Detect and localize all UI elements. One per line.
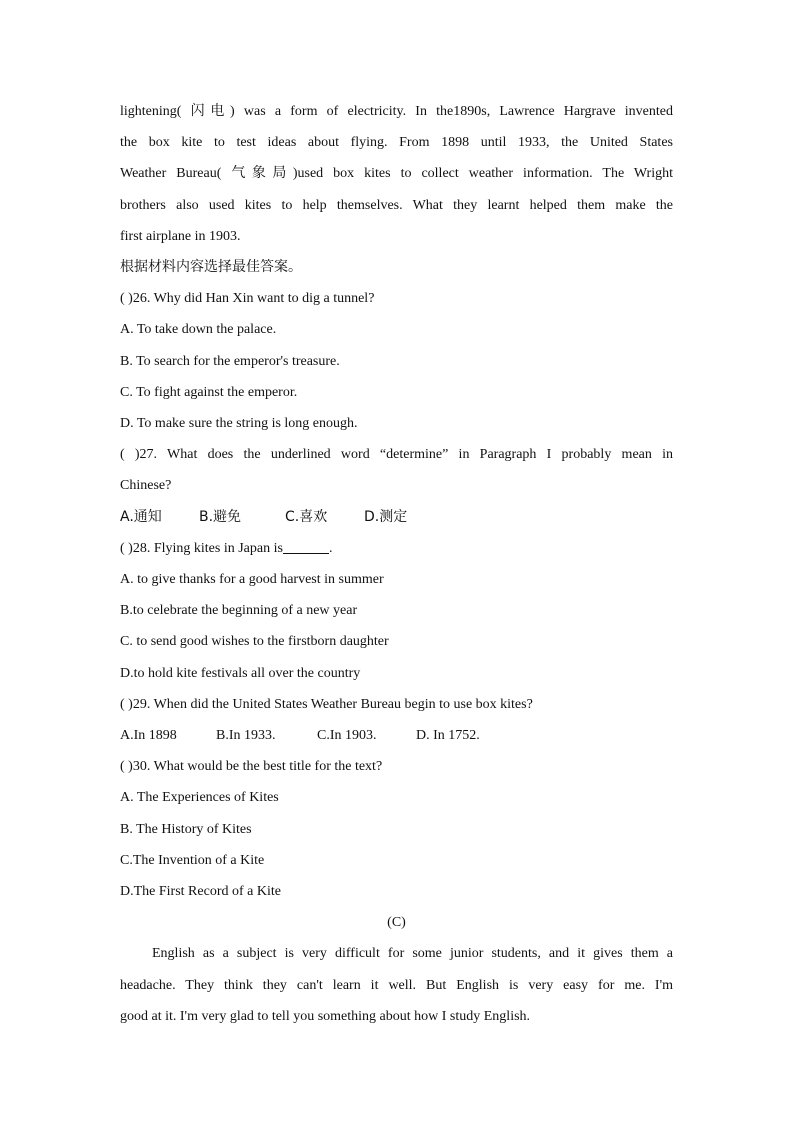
question-27-option-b: B.避免 [199,508,242,525]
passage-line-1: lightening( 闪电) was a form of electricity. In the1890s, Lawrence Hargrave invented [120,104,673,119]
section-c-line-3: good at it. I'm very glad to tell you something about how I study English. [120,1008,531,1024]
section-heading: (C) [387,915,406,931]
question-27-stem-line-1: ( )27. What does the underlined word “determine” in Paragraph I probably mean in [120,447,673,463]
question-28-stem-text: ( )28. Flying kites in Japan is [120,540,283,556]
question-28-stem [120,533,673,564]
question-30-stem: ( )30. What would be the best title for the text? [120,759,383,775]
passage-line-4: brothers also used kites to help themselves. What they learnt helped them make the [120,197,673,213]
question-27-options [120,502,673,533]
document-page [120,96,673,1032]
question-29-option-c: C.In 1903. [317,728,377,744]
section-c-line-1: English as a subject is very difficult for some junior students, and it gives them a [152,946,673,962]
question-27-option-a: A.通知 [120,508,162,525]
section-c-line-2: headache. They think they can't learn it well. But English is very easy for me. I'm [120,977,673,993]
question-26-option-d: D. To make sure the string is long enough. [120,416,358,432]
question-26-stem: ( )26. Why did Han Xin want to dig a tunnel? [120,291,375,307]
question-27-option-d: D.测定 [364,508,408,525]
question-30-option-b: B. The History of Kites [120,821,252,837]
question-28-option-c: C. to send good wishes to the firstborn daughter [120,634,389,650]
question-30-option-d: D.The First Record of a Kite [120,884,281,900]
question-28-stem-end: . [328,540,333,556]
question-28-option-b: B.to celebrate the beginning of a new year [120,603,358,619]
question-29-option-b: B.In 1933. [216,728,276,744]
question-28-option-d: D.to hold kite festivals all over the country [120,665,361,681]
question-28-option-a: A. to give thanks for a good harvest in summer [120,572,384,588]
instruction-text: 根据材料内容选择最佳答案。 [120,259,302,276]
question-29-options [120,720,673,751]
question-30-option-a: A. The Experiences of Kites [120,790,279,806]
question-27-option-c: C.喜欢 [285,508,328,525]
question-26-option-c: C. To fight against the emperor. [120,384,298,400]
question-29-option-a: A.In 1898 [120,728,177,744]
question-29-option-d: D. In 1752. [416,728,480,744]
passage-line-5: first airplane in 1903. [120,228,241,244]
question-27-stem-line-2: Chinese? [120,478,172,494]
question-30-option-c: C.The Invention of a Kite [120,852,265,868]
question-26-option-a: A. To take down the palace. [120,322,277,338]
question-29-stem: ( )29. When did the United States Weather Bureau begin to use box kites? [120,696,533,712]
question-26-option-b: B. To search for the emperor's treasure. [120,353,340,369]
answer-blank [283,539,329,554]
passage-line-3: Weather Bureau( 气象局)used box kites to collect weather information. The Wright [120,166,673,182]
passage-line-2: the box kite to test ideas about flying. From 1898 until 1933, the United States [120,135,673,151]
